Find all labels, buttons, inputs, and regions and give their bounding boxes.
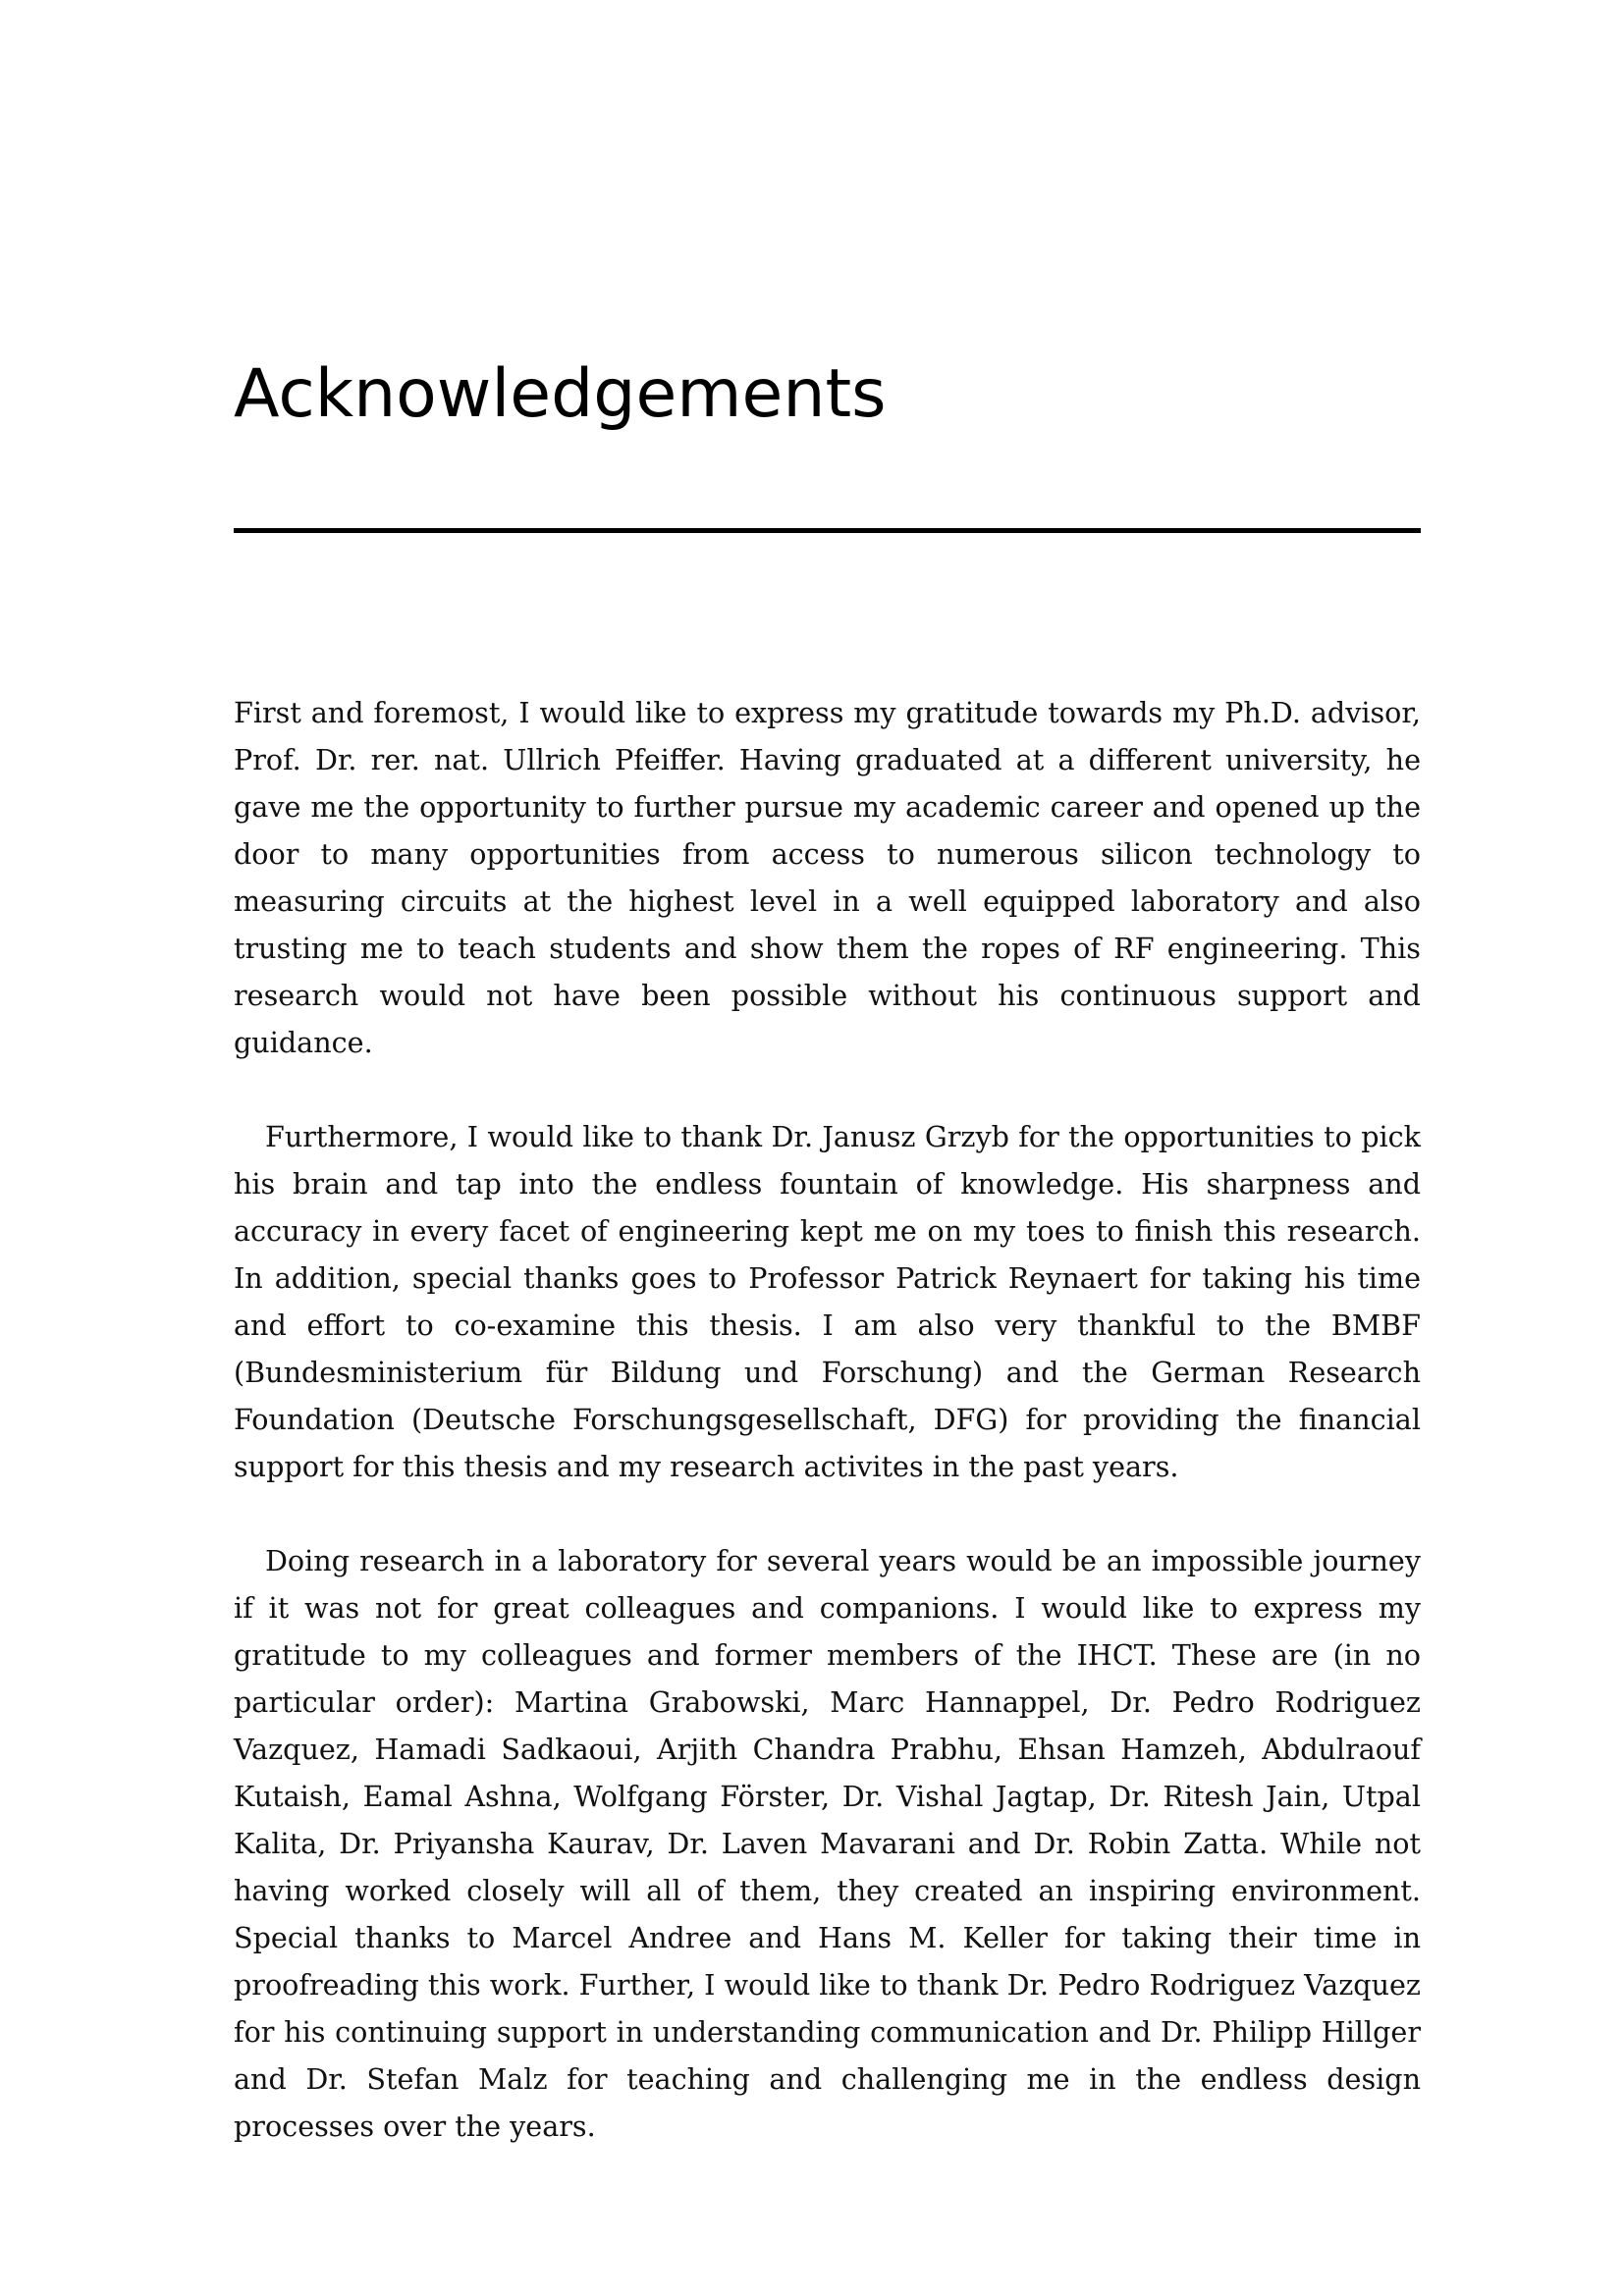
paragraph-grzyb-funding: Furthermore, I would like to thank Dr. Janusz Grzyb for the opportunities to pick his brain and tap into the endless fountain of knowledge. His sharpness and accuracy in every facet of engineering kept me on my toes to finish this research. In addition, special thanks goes to Professor Patrick Reynaert for taking his time and effort to co-examine this thesis. I am also very thankful to the BMBF (Bundesministerium für Bildung und Forschung) and the German Research Foundation (Deutsche Forschungsgesellschaft, DFG) for providing the financial support for this thesis and my research activites in the past years.: [234, 1120, 1421, 1483]
chapter-title: Acknowledgements: [234, 355, 887, 433]
body-text: [234, 689, 1421, 2197]
title-rule: [234, 528, 1421, 533]
paragraph-colleagues: Doing research in a laboratory for several years would be an impossible journey if it was not for great colleagues and companions. I would like to express my gratitude to my colleagues and former members of the IHCT. These are (in no particular order): Martina Grabowski, Marc Hannappel, Dr. Pedro Rodriguez Vazquez, Hamadi Sadkaoui, Arjith Chandra Prabhu, Ehsan Hamzeh, Abdulraouf Kutaish, Eamal Ashna, Wolfgang Förster, Dr. Vishal Jagtap, Dr. Ritesh Jain, Utpal Kalita, Dr. Priyansha Kaurav, Dr. Laven Mavarani and Dr. Robin Zatta. While not having worked closely will all of them, they created an inspiring environment. Special thanks to Marcel Andree and Hans M. Keller for taking their time in proofreading this work. Further, I would like to thank Dr. Pedro Rodriguez Vazquez for his continuing support in understanding communication and Dr. Philipp Hillger and Dr. Stefan Malz for teaching and challenging me in the endless design processes over the years.: [234, 1544, 1421, 2143]
paragraph-advisor: First and foremost, I would like to express my gratitude towards my Ph.D. advisor, Prof. Dr. rer. nat. Ullrich Pfeiffer. Having graduated at a different university, he gave me the opportunity to further pursue my academic career and opened up the door to many opportunities from access to numerous silicon technology to measuring circuits at the highest level in a well equipped laboratory and also trusting me to teach students and show them the ropes of RF engineering. This research would not have been possible without his continuous support and guidance.: [234, 696, 1421, 1059]
